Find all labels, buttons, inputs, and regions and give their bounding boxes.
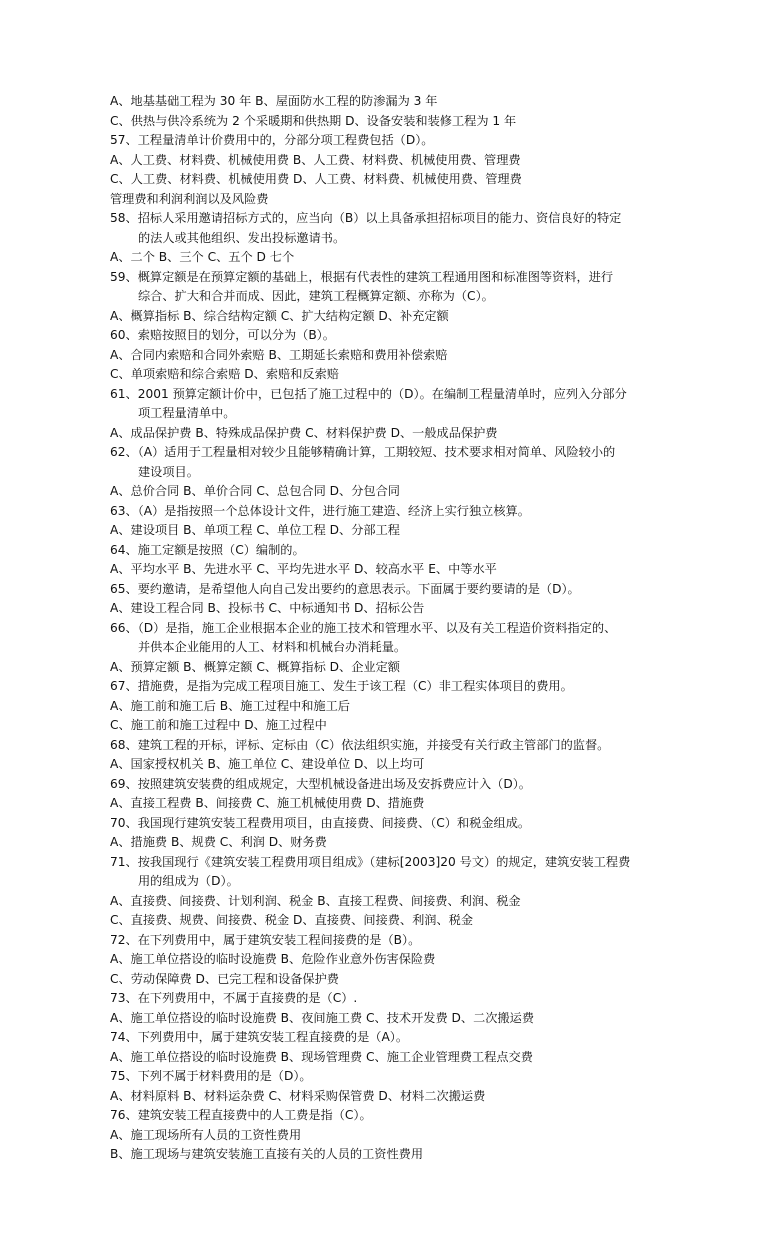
text-line: 61、2001 预算定额计价中，已包括了施工过程中的（D）。在编制工程量清单时，应列入分部分 — [110, 386, 627, 401]
text-line: 并供本企业能用的人工、材料和机械台办消耗量。 — [138, 640, 407, 654]
text-line: A、合同内索赔和合同外索赔 B、工期延长索赔和费用补偿索赔 — [110, 347, 448, 362]
text-line: A、建设工程合同 B、投标书 C、中标通知书 D、招标公告 — [110, 601, 425, 615]
text-line: 63、（A）是指按照一个总体设计文件，进行施工建造、经济上实行独立核算。 — [110, 503, 530, 518]
text-line: A、二个 B、三个 C、五个 D 七个 — [110, 250, 295, 264]
text-line: A、材料原料 B、材料运杂费 C、材料采购保管费 D、材料二次搬运费 — [110, 1088, 486, 1103]
text-line: 综合、扩大和合并而成、因此，建筑工程概算定额、亦称为（C）。 — [138, 289, 494, 303]
text-line: A、总价合同 B、单价合同 C、总包合同 D、分包合同 — [110, 484, 400, 498]
text-line: A、施工现场所有人员的工资性费用 — [110, 1127, 302, 1142]
text-line: 64、施工定额是按照（C）编制的。 — [110, 542, 305, 557]
text-line: 建设项目。 — [138, 464, 199, 479]
text-line: C、单项索赔和综合索赔 D、索赔和反索赔 — [110, 367, 339, 381]
text-line: 71、按我国现行《建筑安装工程费用项目组成》（建标[2003]20 号文）的规定，建筑安装工程费 — [110, 854, 631, 869]
text-line: 57、工程量清单计价费用中的，分部分项工程费包括（D）。 — [110, 133, 434, 147]
text-line: 72、在下列费用中，属于建筑安装工程间接费的是（B）。 — [110, 932, 421, 947]
text-line: 73、在下列费用中，不属于直接费的是（C）. — [110, 991, 358, 1005]
text-line: A、地基基础工程为 30 年 B、屋面防水工程的防渗漏为 3 年 — [110, 94, 438, 108]
text-line: A、成品保护费 B、特殊成品保护费 C、材料保护费 D、一般成品保护费 — [110, 425, 498, 440]
text-line: A、平均水平 B、先进水平 C、平均先进水平 D、较高水平 E、中等水平 — [110, 562, 497, 576]
text-line: A、人工费、材料费、机械使用费 B、人工费、材料费、机械使用费、管理费 — [110, 152, 521, 167]
text-line: C、施工前和施工过程中 D、施工过程中 — [110, 718, 327, 732]
text-line: 75、下列不属于材料费用的是（D）。 — [110, 1069, 312, 1083]
text-line: 66、（D）是指，施工企业根据本企业的施工技术和管理水平、以及有关工程造价资料指定的、 — [110, 620, 617, 635]
text-line: C、直接费、规费、间接费、税金 D、直接费、间接费、利润、税金 — [110, 913, 474, 927]
text-line: 65、要约邀请，是希望他人向自己发出要约的意思表示。下面属于要约要请的是（D）。 — [110, 581, 580, 596]
text-line: 70、我国现行建筑安装工程费用项目，由直接费、间接费、（C）和税金组成。 — [110, 815, 531, 830]
document-body — [110, 92, 670, 1165]
text-line: 管理费和利润利润以及风险费 — [110, 191, 269, 206]
text-line: C、供热与供冷系统为 2 个采暖期和供热期 D、设备安装和装修工程为 1 年 — [110, 113, 517, 128]
text-line: 60、索赔按照目的划分，可以分为（B）。 — [110, 328, 335, 342]
text-line: 69、按照建筑安装费的组成规定，大型机械设备进出场及安拆费应计入（D）。 — [110, 776, 531, 791]
text-line: A、施工前和施工后 B、施工过程中和施工后 — [110, 698, 350, 713]
text-line: A、施工单位搭设的临时设施费 B、危险作业意外伤害保险费 — [110, 952, 436, 966]
text-line: A、国家授权机关 B、施工单位 C、建设单位 D、以上均可 — [110, 757, 425, 771]
text-line: 58、招标人采用邀请招标方式的，应当向（B）以上具备承担招标项目的能力、资信良好的特定 — [110, 211, 622, 225]
text-line: 76、建筑安装工程直接费中的人工费是指（C）。 — [110, 1108, 372, 1122]
text-line: 59、概算定额是在预算定额的基础上，根据有代表性的建筑工程通用图和标准图等资料，进行 — [110, 269, 614, 284]
text-line: A、直接费、间接费、计划利润、税金 B、直接工程费、间接费、利润、税金 — [110, 893, 521, 908]
text-line: A、预算定额 B、概算定额 C、概算指标 D、企业定额 — [110, 659, 400, 674]
text-line: 74、下列费用中，属于建筑安装工程直接费的是（A）。 — [110, 1030, 409, 1044]
text-line: 的法人或其他组织、发出投标邀请书。 — [138, 230, 346, 245]
text-line: 用的组成为（D）。 — [138, 874, 239, 888]
text-line: 68、建筑工程的开标，评标、定标由（C）依法组织实施，并接受有关行政主管部门的监督。 — [110, 737, 610, 752]
text-line: A、施工单位搭设的临时设施费 B、夜间施工费 C、技术开发费 D、二次搬运费 — [110, 1010, 535, 1025]
text-line: A、直接工程费 B、间接费 C、施工机械使用费 D、措施费 — [110, 796, 425, 810]
text-line: A、概算指标 B、综合结构定额 C、扩大结构定额 D、补充定额 — [110, 308, 449, 323]
text-line: B、施工现场与建筑安装施工直接有关的人员的工资性费用 — [110, 1147, 424, 1161]
text-line: 67、措施费，是指为完成工程项目施工、发生于该工程（C）非工程实体项目的费用。 — [110, 679, 573, 693]
text-line: A、施工单位搭设的临时设施费 B、现场管理费 C、施工企业管理费工程点交费 — [110, 1049, 533, 1064]
text-line: C、劳动保障费 D、已完工程和设备保护费 — [110, 971, 339, 986]
text-line: 项工程量清单中。 — [138, 406, 236, 420]
text-line: C、人工费、材料费、机械使用费 D、人工费、材料费、机械使用费、管理费 — [110, 172, 522, 186]
text-line: A、建设项目 B、单项工程 C、单位工程 D、分部工程 — [110, 523, 400, 537]
text-line: A、措施费 B、规费 C、利润 D、财务费 — [110, 835, 327, 849]
text-line: 62、（A）适用于工程量相对较少且能够精确计算，工期较短、技术要求相对简单、风险较小的 — [110, 445, 616, 459]
